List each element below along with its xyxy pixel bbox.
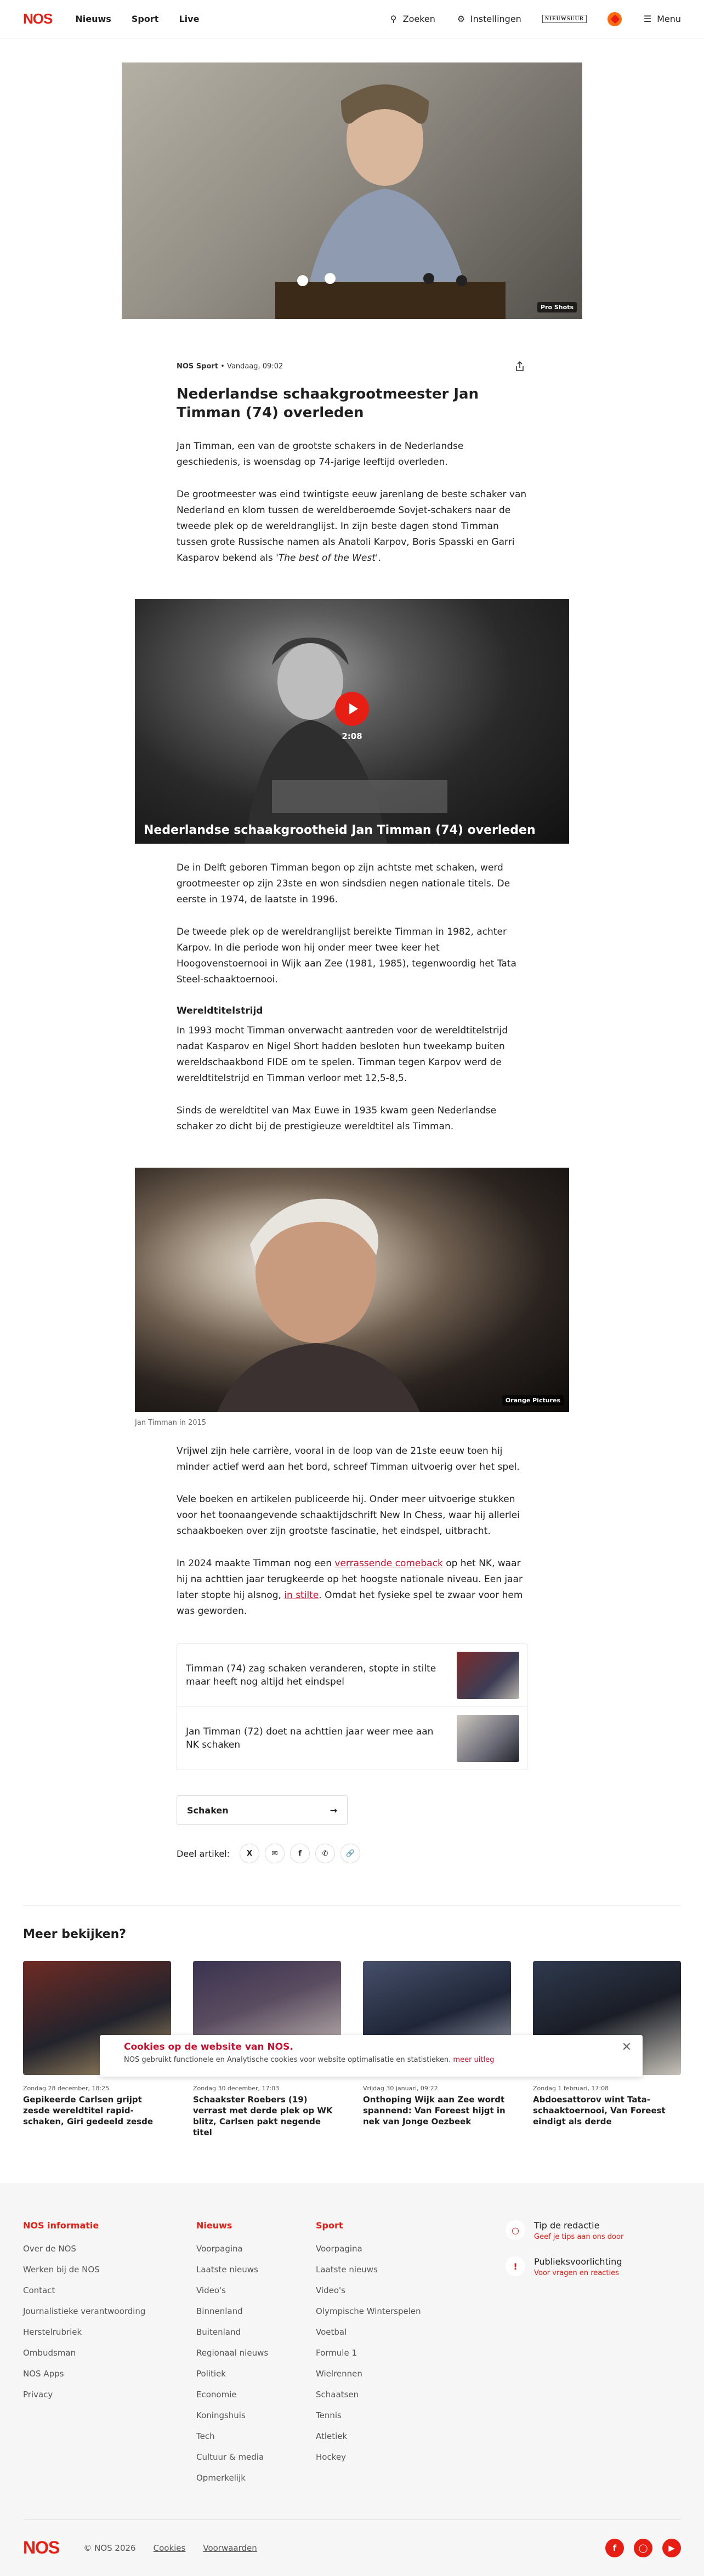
cookies-link[interactable]: Cookies	[153, 2543, 186, 2553]
card-title: Abdoesattorov wint Tata-schaaktoernooi, Van Foreest eindigt als derde	[533, 2095, 666, 2126]
share-icon	[514, 361, 525, 372]
footer-link[interactable]: Tech	[196, 2431, 215, 2441]
footer-link[interactable]: Formule 1	[316, 2348, 357, 2358]
footer-link[interactable]: Hockey	[316, 2452, 346, 2462]
footer-heading: Sport	[316, 2220, 343, 2231]
card-title: Gepikeerde Carlsen grijpt zesde wereldtitel rapid-schaken, Giri gedeeld zesde	[23, 2095, 154, 2126]
footer-link[interactable]: Journalistieke verantwoording	[23, 2306, 146, 2316]
text-run: . Omdat het fysieke spel te zwaar voor hem was geworden.	[177, 1590, 523, 1617]
facebook-icon[interactable]: f	[605, 2539, 624, 2557]
footer-heading: NOS informatie	[23, 2220, 99, 2231]
instagram-icon[interactable]: ◯	[634, 2539, 652, 2557]
video-title: Nederlandse schaakgrootheid Jan Timman (74) overleden	[144, 823, 536, 837]
footer-link[interactable]: Video's	[316, 2285, 345, 2295]
related-item[interactable]	[177, 1707, 527, 1770]
article-subheading: Wereldtitelstrijd	[177, 1005, 263, 1016]
gear-icon: ⚙	[457, 13, 465, 24]
hero-credit: Pro Shots	[537, 302, 577, 312]
article	[177, 359, 527, 566]
article-paragraph: De tweede plek op de wereldranglijst bereikte Timman in 1982, achter Karpov. In die periode won hij onder meer twee keer het Hoogovenstoernooi in Wijk aan Zee (1981, 1985), tegenwoordig het Tata Steel-schaaktoernooi.	[177, 926, 516, 985]
article-paragraph: Sinds de wereldtitel van Max Euwe in 1935 kwam geen Nederlandse schaker zo dicht bij de prestigieuze wereldtitel als Timman.	[177, 1105, 497, 1132]
related-thumbnail	[457, 1652, 519, 1699]
portrait-illustration	[135, 1168, 569, 1412]
play-icon[interactable]	[335, 692, 369, 726]
footer-link[interactable]: Schaatsen	[316, 2390, 359, 2399]
related-title: Timman (74) zag schaken veranderen, stopte in stilte maar heeft nog altijd het eindspel	[186, 1663, 436, 1687]
card-title: Onthoping Wijk aan Zee wordt spannend: Van Foreest hijgt in nek van Jonge Oezbeek	[363, 2095, 506, 2126]
site-header	[0, 0, 704, 38]
video-duration: 2:08	[342, 731, 362, 741]
footer-link[interactable]: NOS Apps	[23, 2369, 64, 2379]
copyright: © NOS 2026	[83, 2543, 136, 2553]
footer-link[interactable]: Koningshuis	[196, 2410, 246, 2420]
share-row	[177, 1844, 527, 1863]
text-run: '.	[375, 553, 381, 564]
footer-link[interactable]: Binnenland	[196, 2306, 243, 2316]
email-icon[interactable]: ✉	[265, 1844, 285, 1863]
text-run: In 2024 maakte Timman nog een	[177, 1558, 335, 1569]
hero-image	[122, 62, 582, 319]
article-title: Nederlandse schaakgrootmeester Jan Timman (74) overleden	[177, 386, 479, 421]
cookie-title: Cookies op de website van NOS.	[124, 2042, 293, 2052]
footer-link[interactable]: Video's	[196, 2285, 226, 2295]
footer-link[interactable]: Regionaal nieuws	[196, 2348, 269, 2358]
photo-caption: Jan Timman in 2015	[135, 1419, 207, 1427]
menu-button[interactable]	[643, 14, 681, 24]
tip-redactie[interactable]	[506, 2220, 681, 2241]
footer-link[interactable]: Laatste nieuws	[316, 2265, 378, 2274]
facebook-icon[interactable]: f	[290, 1844, 310, 1863]
search-label: Zoeken	[402, 14, 435, 24]
info-title: Publieksvoorlichting	[534, 2256, 622, 2267]
voorwaarden-link[interactable]: Voorwaarden	[203, 2543, 257, 2553]
footer-link[interactable]: Werken bij de NOS	[23, 2265, 100, 2274]
footer-logo[interactable]: NOS	[23, 2538, 60, 2557]
card-date: Zondag 28 december, 18:25	[23, 2085, 110, 2092]
footer-link[interactable]: Privacy	[23, 2390, 53, 2399]
footer-link[interactable]: Opmerkelijk	[196, 2473, 246, 2483]
lightbulb-icon: ○	[506, 2220, 525, 2240]
footer-link[interactable]: Atletiek	[316, 2431, 348, 2441]
nos-logo[interactable]: NOS	[23, 10, 53, 27]
article-paragraph	[177, 487, 527, 566]
hero-illustration	[122, 62, 582, 319]
info-icon: !	[506, 2256, 525, 2276]
footer-link[interactable]: Herstelrubriek	[23, 2327, 82, 2337]
publieksvoorlichting[interactable]	[506, 2256, 681, 2277]
info-sub: Voor vragen en reacties	[534, 2269, 619, 2277]
hamburger-icon: ☰	[643, 13, 652, 24]
share-label: Deel artikel:	[177, 1848, 230, 1859]
footer-link[interactable]: Voorpagina	[196, 2244, 243, 2254]
article-photo	[135, 1168, 569, 1412]
footer-link[interactable]: Olympische Winterspelen	[316, 2306, 421, 2316]
video-player[interactable]	[135, 599, 569, 844]
footer-link[interactable]: Tennis	[316, 2410, 342, 2420]
footer-link[interactable]: Ombudsman	[23, 2348, 76, 2358]
tip-sub: Geef je tips aan ons door	[534, 2233, 624, 2241]
cookie-banner	[100, 2035, 643, 2077]
text-run: De grootmeester was eind twintigste eeuw jarenlang de beste schaker van Nederland en klom tussen de wereldberoemde Sovjet-schakers naar de tweede plek op de wereldranglijst. In zijn beste dagen stond Timman tussen grote Russische namen als Anatoli Karpov, Boris Spasski en Garri Kasparov bekend als '	[177, 489, 527, 564]
article-paragraph: De in Delft geboren Timman begon op zijn achtste met schaken, werd grootmeester op zijn 23ste en won sindsdien negen nationale titels. De eerste in 1974, de laatste in 1996.	[177, 862, 510, 905]
card-date: Zondag 30 december, 17:03	[193, 2085, 280, 2092]
footer-link[interactable]: Voetbal	[316, 2327, 347, 2337]
footer-link[interactable]: Over de NOS	[23, 2244, 76, 2254]
footer-link[interactable]: Cultuur & media	[196, 2452, 264, 2462]
text-run: op het NK, waar hij na achttien jaar terugkeerde op het hoogste nationale niveau. Een jaar later stopte hij alsnog,	[177, 1558, 523, 1601]
nav-nieuws[interactable]: Nieuws	[75, 14, 111, 24]
footer-link[interactable]: Laatste nieuws	[196, 2265, 258, 2274]
tag-label: Schaken	[187, 1805, 229, 1816]
footer-link[interactable]: Wielrennen	[316, 2369, 362, 2379]
npo-start-logo[interactable]	[608, 12, 622, 26]
nieuwsuur-logo[interactable]: NIEUWSUUR	[542, 15, 587, 23]
footer-heading: Nieuws	[196, 2220, 232, 2231]
share-button[interactable]	[512, 359, 527, 374]
tip-title: Tip de redactie	[534, 2220, 600, 2231]
article-time: Vandaag, 09:02	[226, 362, 283, 371]
site-footer	[0, 2183, 704, 2576]
article-paragraph: Vele boeken en artikelen publiceerde hij. Onder meer uitvoerige stukken voor het toonaangevende schaaktijdschrift New In Chess, waar hij allerlei schaakboeken over zijn grootste fascinatie, het eindspel, uitbracht.	[177, 1494, 520, 1537]
footer-col-nieuws	[196, 2220, 316, 2488]
footer-link[interactable]: Contact	[23, 2285, 55, 2295]
footer-col-info	[23, 2220, 196, 2488]
card-date: Vrijdag 30 januari, 09:22	[363, 2085, 438, 2092]
divider	[23, 1905, 681, 1906]
cookie-text	[124, 2056, 614, 2064]
menu-label: Menu	[657, 14, 681, 24]
tag-schaken[interactable]	[177, 1795, 348, 1825]
comeback-link[interactable]: verrassende comeback	[334, 1558, 443, 1569]
x-icon[interactable]: X	[240, 1844, 259, 1863]
nav-live[interactable]: Live	[179, 14, 200, 24]
related-item[interactable]	[177, 1644, 527, 1707]
more-title: Meer bekijken?	[23, 1927, 127, 1941]
italic-quote: The best of the West	[278, 553, 376, 564]
search-icon: ⚲	[390, 13, 397, 24]
youtube-icon[interactable]: ▶	[662, 2539, 681, 2557]
settings-button[interactable]	[456, 14, 521, 24]
search-button[interactable]	[389, 14, 435, 24]
photo-credit: Orange Pictures	[502, 1395, 564, 1406]
close-icon[interactable]: ✕	[621, 2040, 632, 2054]
arrow-right-icon: →	[330, 1805, 337, 1816]
article-lead: Jan Timman, een van de grootste schakers in de Nederlandse geschiedenis, is woensdag op 74-jarige leeftijd overleden.	[177, 441, 464, 468]
article-paragraph: Vrijwel zijn hele carrière, vooral in de loop van de 21ste eeuw toen hij minder actief werd aan het bord, schreef Timman uitvoerig over het spel.	[177, 1446, 520, 1472]
settings-label: Instellingen	[470, 14, 521, 24]
article-source: NOS Sport	[177, 362, 219, 371]
article-paragraph: In 1993 mocht Timman onverwacht aantreden voor de wereldtitelstrijd nadat Kasparov en Nigel Short hadden besloten hun tweekamp buiten wereldschaakbond FIDE om te spelen. Timman tegen Karpov werd de wereldtitelstrijd en Timman verloor met 12,5-8,5.	[177, 1025, 508, 1084]
article-meta: NOS Sport • Vandaag, 09:02	[177, 362, 283, 371]
cookie-body: NOS gebruikt functionele en Analytische cookies voor website optimalisatie en statistieken.	[124, 2056, 451, 2064]
article-paragraph	[177, 1556, 527, 1619]
main-nav	[75, 14, 217, 24]
more-section	[23, 1927, 681, 2138]
nav-sport[interactable]: Sport	[131, 14, 159, 24]
card-date: Zondag 1 februari, 17:08	[533, 2085, 609, 2092]
related-articles	[177, 1644, 527, 1770]
footer-link[interactable]: Buitenland	[196, 2327, 241, 2337]
stilte-link[interactable]: in stilte	[284, 1590, 319, 1601]
whatsapp-icon[interactable]: ✆	[315, 1844, 335, 1863]
related-title: Jan Timman (72) doet na achttien jaar weer mee aan NK schaken	[186, 1726, 434, 1750]
footer-link[interactable]: Voorpagina	[316, 2244, 362, 2254]
footer-col-sport	[316, 2220, 506, 2488]
card-title: Schaakster Roebers (19) verrast met derde plek op WK blitz, Carlsen pakt negende titel	[193, 2095, 333, 2137]
cookie-more-link[interactable]: meer uitleg	[453, 2056, 495, 2064]
footer-link[interactable]: Politiek	[196, 2369, 226, 2379]
footer-link[interactable]: Economie	[196, 2390, 237, 2399]
related-thumbnail	[457, 1715, 519, 1762]
link-icon[interactable]: 🔗	[340, 1844, 360, 1863]
